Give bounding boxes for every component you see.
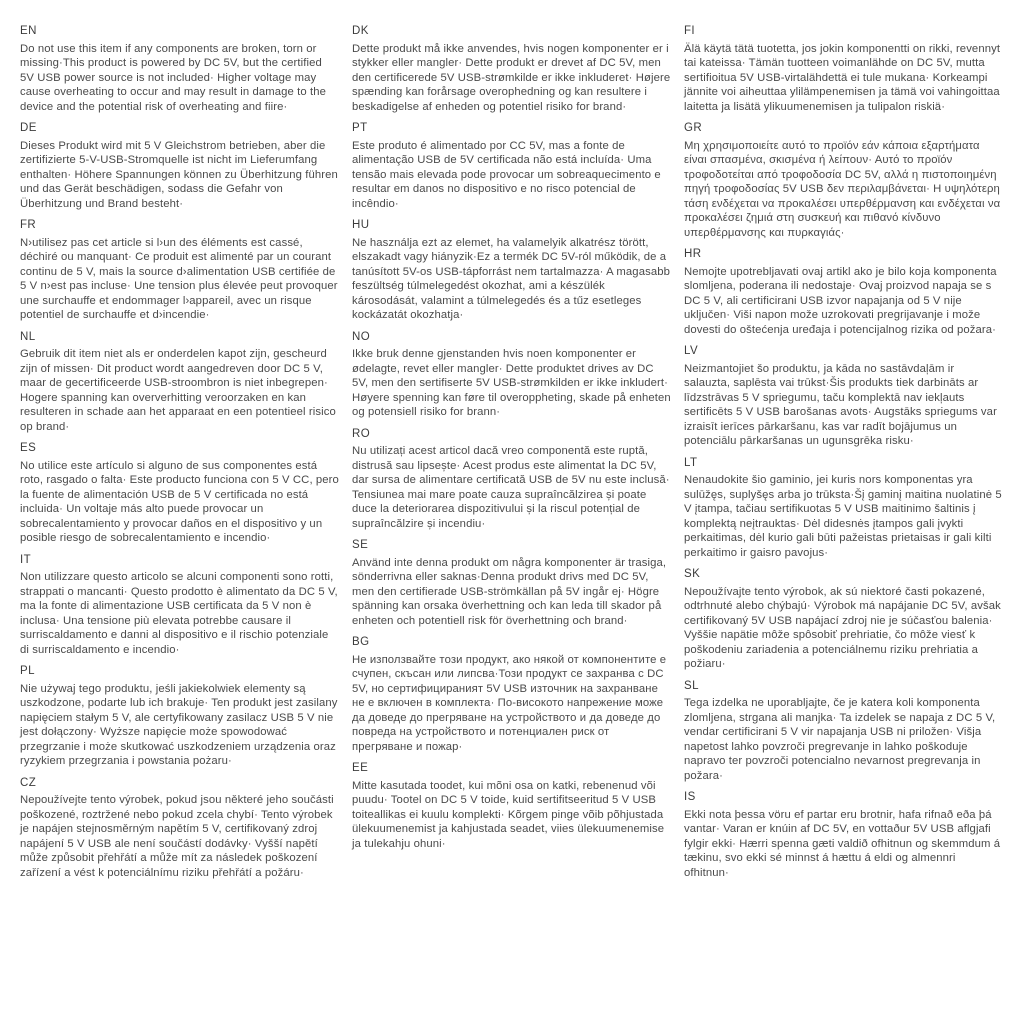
section-cz xyxy=(20,776,339,881)
section-lt xyxy=(684,456,1003,561)
warning-text-gr: Μη χρησιμοποιείτε αυτό το προϊόν εάν κάποια εξαρτήματα είναι σπασμένα, σκισμένα ή λείπουν· Αυτό το προϊόν τροφοδοτείται από τροφοδοσία DC 5V, αλλά η πιστοποιημένη πηγή τροφοδοσίας 5V USB δεν περιλαμβάνεται· Η υψηλότερη τάση ενδέχεται να προκαλέσει υπερθέρμανση και ενδέχεται να προκαλέσει ζημιά στη συσκευή και πιθανό κίνδυνο υπερθέρμανσης και πυρκαγιάς· xyxy=(684,139,1001,239)
warning-text-sk: Nepoužívajte tento výrobok, ak sú niektoré časti pokazené, odtrhnuté alebo chýbajú· Výrobok má napájanie DC 5V, avšak certifikovaný 5V USB napájací zdroj nie je súčasťou balenia· Vyššie napätie môže spôsobiť prehriatie, čo môže viesť k poškodeniu zariadenia a potenciálnemu riziku prehriatia a požiaru· xyxy=(684,585,1001,670)
warning-text-se: Använd inte denna produkt om några komponenter är trasiga, sönderrivna eller saknas·Denna produkt drivs med DC 5V, men den certifierade USB-strömkällan på 5V ingår ej· Högre spänning kan orsaka överhettning och kan leda till skador på enheten och potentiell risk för överhettning och brand· xyxy=(352,556,667,627)
lang-code-fr: FR xyxy=(20,219,37,231)
warning-text-hr: Nemojte upotrebljavati ovaj artikl ako je bilo koja komponenta slomljena, poderana ili nedostaje· Ovaj proizvod napaja se s DC 5 V, ali certificirani USB izvor napajanja od 5 V nije uključen· Viši napon može uzrokovati pregrijavanje i može dovesti do oštećenja uređaja i potencijalnog rizika od požara· xyxy=(684,265,997,336)
lang-code-fi: FI xyxy=(684,25,696,37)
section-fi xyxy=(684,24,1003,114)
section-pl xyxy=(20,664,339,769)
column-3 xyxy=(684,24,1003,887)
warning-text-sl: Tega izdelka ne uporabljajte, če je katera koli komponenta zlomljena, strgana ali manjka· Ta izdelek se napaja z DC 5 V, vendar certificirani 5 V vir napajanja USB ni priložen· Višja napetost lahko povzroči pregrevanje in lahko poškoduje napravo ter povzroči potencialno nevarnost pregrevanja in požara· xyxy=(684,697,996,782)
section-hr xyxy=(684,247,1003,337)
column-1 xyxy=(20,24,339,887)
section-ro xyxy=(352,427,671,532)
lang-code-es: ES xyxy=(20,442,37,454)
warning-text-no: Ikke bruk denne gjenstanden hvis noen komponenter er ødelagte, revet eller mangler· Dette produktet drives av DC 5V, men den sertifiserte 5V USB-strømkilden er ikke inkludert· Høyere spenning kan føre til overoppheting, skade på enheten og potensiell risiko for brann· xyxy=(352,348,671,418)
warning-text-en: Do not use this item if any components are broken, torn or missing·This product is powered by DC 5V, but the certified 5V USB power source is not included· Higher voltage may cause overheating to occur and may result in damage to the device and the potential risk of overheating and fiire· xyxy=(20,42,326,113)
lang-code-lv: LV xyxy=(684,345,699,357)
lang-code-pt: PT xyxy=(352,122,368,134)
lang-code-lt: LT xyxy=(684,456,698,469)
section-de xyxy=(20,121,339,211)
lang-code-de: DE xyxy=(20,122,37,134)
section-gr xyxy=(684,121,1003,240)
section-sl xyxy=(684,679,1003,784)
lang-code-dk: DK xyxy=(352,25,369,37)
section-nl xyxy=(20,330,339,435)
section-lv xyxy=(684,344,1003,449)
lang-code-pl: PL xyxy=(20,665,35,677)
section-it xyxy=(20,553,339,658)
warning-text-is: Ekki nota þessa vöru ef partar eru brotnir, hafa rifnað eða þá vantar· Varan er knúin af DC 5V, en vottaður 5V USB aflgjafi fylgir ekki· Hærri spenna gæti valdið ofhitnun og skemmdum á tækinu, svo ekki sé minnst á hættu á eldi og almennri ofhitnun· xyxy=(684,808,1001,879)
section-is xyxy=(684,790,1003,880)
warning-text-bg: Не използвайте този продукт, ако някой от компонентите е счупен, скъсан или липсва·Този продукт се захранва с DC 5V, но сертифицираният 5V USB източник на захранване не е включен в комплекта· По-високото напрежение може да доведе до прегряване на устройството и да доведе до повреда на устройството и потенциален риск от прегряване и пожар· xyxy=(352,653,667,753)
section-fr xyxy=(20,218,339,323)
section-no xyxy=(352,330,671,420)
warning-text-fr: N›utilisez pas cet article si l›un des éléments est cassé, déchiré ou manquant· Ce produit est alimenté par un courant continu de 5 V, mais la source d›alimentation USB certifiée de 5 V n›est pas incluse· Une tension plus élevée peut provoquer une surchauffe et endommager l›appareil, avec un risque potentiel de surchauffe et d›incendie· xyxy=(20,236,338,321)
lang-code-no: NO xyxy=(352,330,371,343)
lang-code-ee: EE xyxy=(352,762,369,774)
warning-text-lv: Neizmantojiet šo produktu, ja kāda no sastāvdaļām ir salauzta, saplēsta vai trūkst·Šis produkts tiek darbināts ar līdzstrāvas 5 V spriegumu, taču komplektā nav iekļauts sertificēts 5 V USB barošanas avots· Augstāks spriegums var izraisīt ierīces pārkaršanu, kas var radīt bojājumus un potenciālu pārkaršanas un ugunsgrēka risku· xyxy=(684,362,997,447)
section-sk xyxy=(684,567,1003,672)
warning-text-ro: Nu utilizați acest articol dacă vreo componentă este ruptă, distrusă sau lipsește· Acest produs este alimentat la DC 5V, dar sursa de alimentare certificată USB de 5V nu este inclusă· Tensiunea mai mare poate cauza supraîncălzirea și poate duce la deteriorarea dispozitivului și la riscul potențial de supraîncălzire și incendiu· xyxy=(352,445,670,530)
lang-code-gr: GR xyxy=(684,122,703,134)
warning-text-lt: Nenaudokite šio gaminio, jei kuris nors komponentas yra sulūžęs, suplyšęs arba jo trūksta·Šį gaminį maitina nuolatinė 5 V įtampa, tačiau sertifikuotas 5 V USB maitinimo šaltinis į komplektą neįtrauktas· Dėl didesnės įtampos gali įvykti perkaitimas, dėl kurio gali būti pažeistas prietaisas ir gali kilti perkaitimo ir gaisro pavojus· xyxy=(684,474,1002,559)
warning-text-pt: Este produto é alimentado por CC 5V, mas a fonte de alimentação USB de 5V certificada não está incluída· Uma tensão mais elevada pode provocar um sobreaquecimento e resultar em danos no dispositivo e no risco potencial de incêndio· xyxy=(352,139,661,210)
lang-code-se: SE xyxy=(352,539,369,551)
lang-code-hu: HU xyxy=(352,219,370,231)
warning-text-pl: Nie używaj tego produktu, jeśli jakiekolwiek elementy są uszkodzone, podarte lub ich brakuje· Ten produkt jest zasilany napięciem stałym 5 V, ale certyfikowany zasilacz USB 5 V nie jest dołączony· Wyższe napięcie może spowodować przegrzanie i może skutkować uszkodzeniem urządzenia oraz ryzykiem przegrzania i powstania pożaru· xyxy=(20,682,338,767)
section-se xyxy=(352,538,671,628)
section-en xyxy=(20,24,339,114)
lang-code-en: EN xyxy=(20,25,37,37)
lang-code-bg: BG xyxy=(352,636,370,648)
lang-code-is: IS xyxy=(684,791,696,803)
section-hu xyxy=(352,218,671,323)
lang-code-sl: SL xyxy=(684,679,699,692)
warning-text-ee: Mitte kasutada toodet, kui mõni osa on katki, rebenenud või puudu· Tootel on DC 5 V toide, kuid sertifitseeritud 5 V USB toiteallikas ei kuulu komplekti· Kõrgem pinge võib põhjustada ülekuumenemist ja kahjustada seadet, viies ülekuumenemise ja tulekahju ohuni· xyxy=(352,779,665,850)
warning-text-it: Non utilizzare questo articolo se alcuni componenti sono rotti, strappati o mancanti· Questo prodotto è alimentato da DC 5 V, ma la fonte di alimentazione USB certificata da 5 V non è inclusa· Una tensione più elevata potrebbe causare il surriscaldamento e danni al dispositivo e il rischio potenziale di surriscaldamento e incendio· xyxy=(20,571,338,656)
lang-code-ro: RO xyxy=(352,427,371,440)
lang-code-nl: NL xyxy=(20,330,36,343)
column-2 xyxy=(352,24,671,887)
section-es xyxy=(20,441,339,546)
lang-code-hr: HR xyxy=(684,248,702,260)
warning-text-es: No utilice este artículo si alguno de sus componentes está roto, rasgado o falta· Este producto funciona con 5 V CC, pero la fuente de alimentación USB de 5 V certificada no está incluida· Un voltaje más alto puede provocar un sobrecalentamiento y provocar daños en el dispositivo y un posible riesgo de sobrecalentamiento e incendio· xyxy=(20,459,339,544)
lang-code-cz: CZ xyxy=(20,776,37,789)
warning-text-de: Dieses Produkt wird mit 5 V Gleichstrom betrieben, aber die zertifizierte 5-V-USB-Stromquelle ist nicht im Lieferumfang enthalten· Höhere Spannungen können zu Überhitzung führen und das Gerät beschädigen, sodass die Gefahr von Überhitzung und Brand besteht· xyxy=(20,139,338,210)
lang-code-it: IT xyxy=(20,553,32,566)
section-ee xyxy=(352,761,671,851)
section-bg xyxy=(352,635,671,754)
warning-text-cz: Nepoužívejte tento výrobek, pokud jsou některé jeho součásti poškozené, roztržené nebo pokud zcela chybí· Tento výrobek je napájen stejnosměrným napětím 5 V, certifikovaný zdroj napájení 5 V USB ale není součástí dodávky· Vyšší napětí může způsobit přehřátí a může mít za následek poškození zařízení a vést k potenciálnímu riziku přehřátí a požáru· xyxy=(20,794,334,879)
warning-text-nl: Gebruik dit item niet als er onderdelen kapot zijn, gescheurd zijn of missen· Dit product wordt aangedreven door DC 5 V, maar de gecertificeerde USB-stroombron is niet inbegrepen· Hogere spanning kan oververhitting veroorzaken en kan resulteren in schade aan het apparaat en een potentieel risico op brand· xyxy=(20,348,336,433)
warning-text-hu: Ne használja ezt az elemet, ha valamelyik alkatrész törött, elszakadt vagy hiányzik·Ez a termék DC 5V-ról működik, de a tanúsított 5V-os USB-tápforrást nem tartalmazza· A magasabb feszültség túlmelegedést okozhat, ami a készülék károsodását, valamint a túlmelegedés és a tűz esetleges kockázatát okozhatja· xyxy=(352,236,670,321)
section-pt xyxy=(352,121,671,211)
section-dk xyxy=(352,24,671,114)
warning-text-fi: Älä käytä tätä tuotetta, jos jokin komponentti on rikki, revennyt tai kateissa· Tämän tuotteen voimanlähde on DC 5V, mutta sertifioitua 5V USB-virtalähdettä ei tule mukana· Korkeampi jännite voi aiheuttaa ylilämpenemisen ja tämä voi vahingoittaa laitetta ja lisätä ylikuumenemisen ja tulipalon riskiä· xyxy=(684,42,1001,113)
lang-code-sk: SK xyxy=(684,568,701,580)
warning-text-dk: Dette produkt må ikke anvendes, hvis nogen komponenter er i stykker eller mangler· Dette produkt er drevet af DC 5V, men den certificerede 5V USB-strømkilde er ikke inkluderet· Højere spænding kan forårsage overophedning og kan resultere i beskadigelse af enheden og potentiel risiko for brand· xyxy=(352,42,671,113)
